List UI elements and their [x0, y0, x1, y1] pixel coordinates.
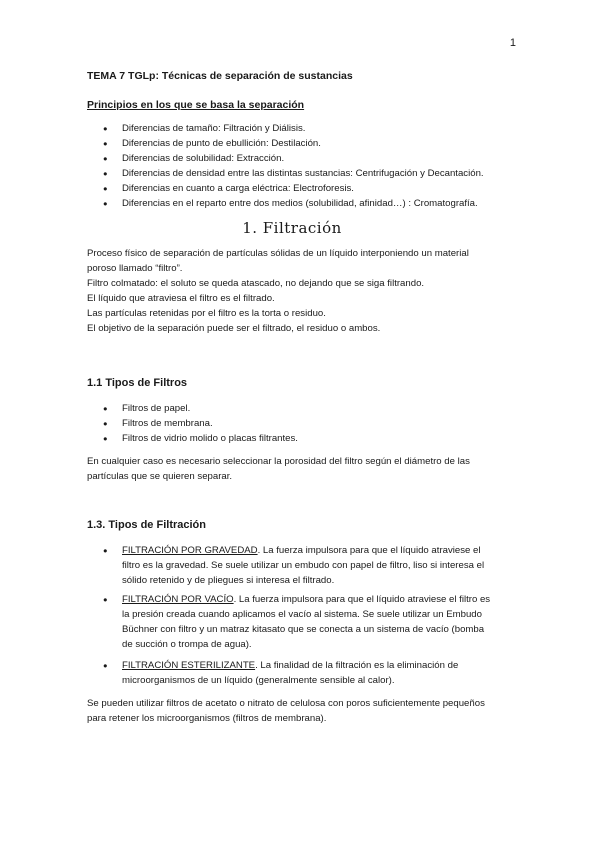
term-label: FILTRACIÓN POR VACÍO	[122, 594, 234, 605]
list-item	[87, 592, 497, 652]
document-body	[87, 69, 497, 726]
paragraph-line: Filtro colmatado: el soluto se queda atascado, no dejando que se siga filtrando.	[87, 278, 425, 289]
list-item: ● Diferencias de solubilidad: Extracción.	[87, 151, 497, 166]
term-description: . La fuerza impulsora para que el líquido atraviese el filtro es la gravedad. Se suele utilizar un embudo con papel de filtro, liso si interesa el sólido retenido y de pliegues si interesa el filtrado.	[122, 545, 485, 586]
list-item: ● Diferencias en el reparto entre dos medios (solubilidad, afinidad…) : Cromatografía.	[87, 196, 497, 211]
list-item	[87, 658, 497, 688]
list-item	[87, 543, 497, 588]
list-item: ● Diferencias de tamaño: Filtración y Diálisis.	[87, 121, 497, 136]
list-item: ● Diferencias de punto de ebullición: Destilación.	[87, 136, 497, 151]
list-item: ● Filtros de papel.	[87, 401, 497, 416]
filtration-definition	[87, 246, 497, 336]
list-item: ● Diferencias en cuanto a carga eléctrica: Electroforesis.	[87, 181, 497, 196]
filtration-note: Se pueden utilizar filtros de acetato o nitrato de celulosa con poros suficientemente pequeños para retener los microorganismos (filtros de membrana).	[87, 698, 485, 724]
section-title: 1. Filtración	[242, 219, 342, 237]
list-item: ● Filtros de vidrio molido o placas filtrantes.	[87, 431, 497, 446]
paragraph-line: El objetivo de la separación puede ser el filtrado, el residuo o ambos.	[87, 323, 381, 334]
filter-types-heading: 1.1 Tipos de Filtros	[87, 377, 188, 389]
paragraph-line: Las partículas retenidas por el filtro es la torta o residuo.	[87, 308, 326, 319]
term-label: FILTRACIÓN POR GRAVEDAD	[122, 545, 258, 556]
filtration-types-heading: 1.3. Tipos de Filtración	[87, 519, 206, 531]
filter-note: En cualquier caso es necesario seleccionar la porosidad del filtro según el diámetro de las partículas que se quieren separar.	[87, 456, 470, 482]
term-description: . La finalidad de la filtración es la eliminación de microorganismos de un líquido (generalmente sensible al calor).	[122, 660, 459, 686]
list-item: ● Filtros de membrana.	[87, 416, 497, 431]
filter-types-list	[87, 401, 497, 446]
term-description: . La fuerza impulsora para que el líquido atraviese el filtro es la presión creada cuando aplicamos el vacío al sistema. Se suele utilizar un Embudo Büchner con filtro y un matraz kitasato que se conecta a un sistema de vacío (bomba de succión o trompa de agua).	[122, 594, 491, 650]
filtration-types-list	[87, 543, 497, 688]
paragraph-line: El líquido que atraviesa el filtro es el filtrado.	[87, 293, 275, 304]
principles-list	[87, 121, 497, 211]
document-title: TEMA 7 TGLp: Técnicas de separación de sustancias	[87, 70, 353, 82]
page-number: 1	[509, 37, 516, 49]
principles-heading: Principios en los que se basa la separación	[87, 99, 305, 111]
term-label: FILTRACIÓN ESTERILIZANTE	[122, 660, 256, 671]
list-item: ● Diferencias de densidad entre las distintas sustancias: Centrifugación y Decantación.	[87, 166, 497, 181]
paragraph-line: Proceso físico de separación de partículas sólidas de un líquido interponiendo un material poroso llamado “filtro”.	[87, 248, 469, 274]
